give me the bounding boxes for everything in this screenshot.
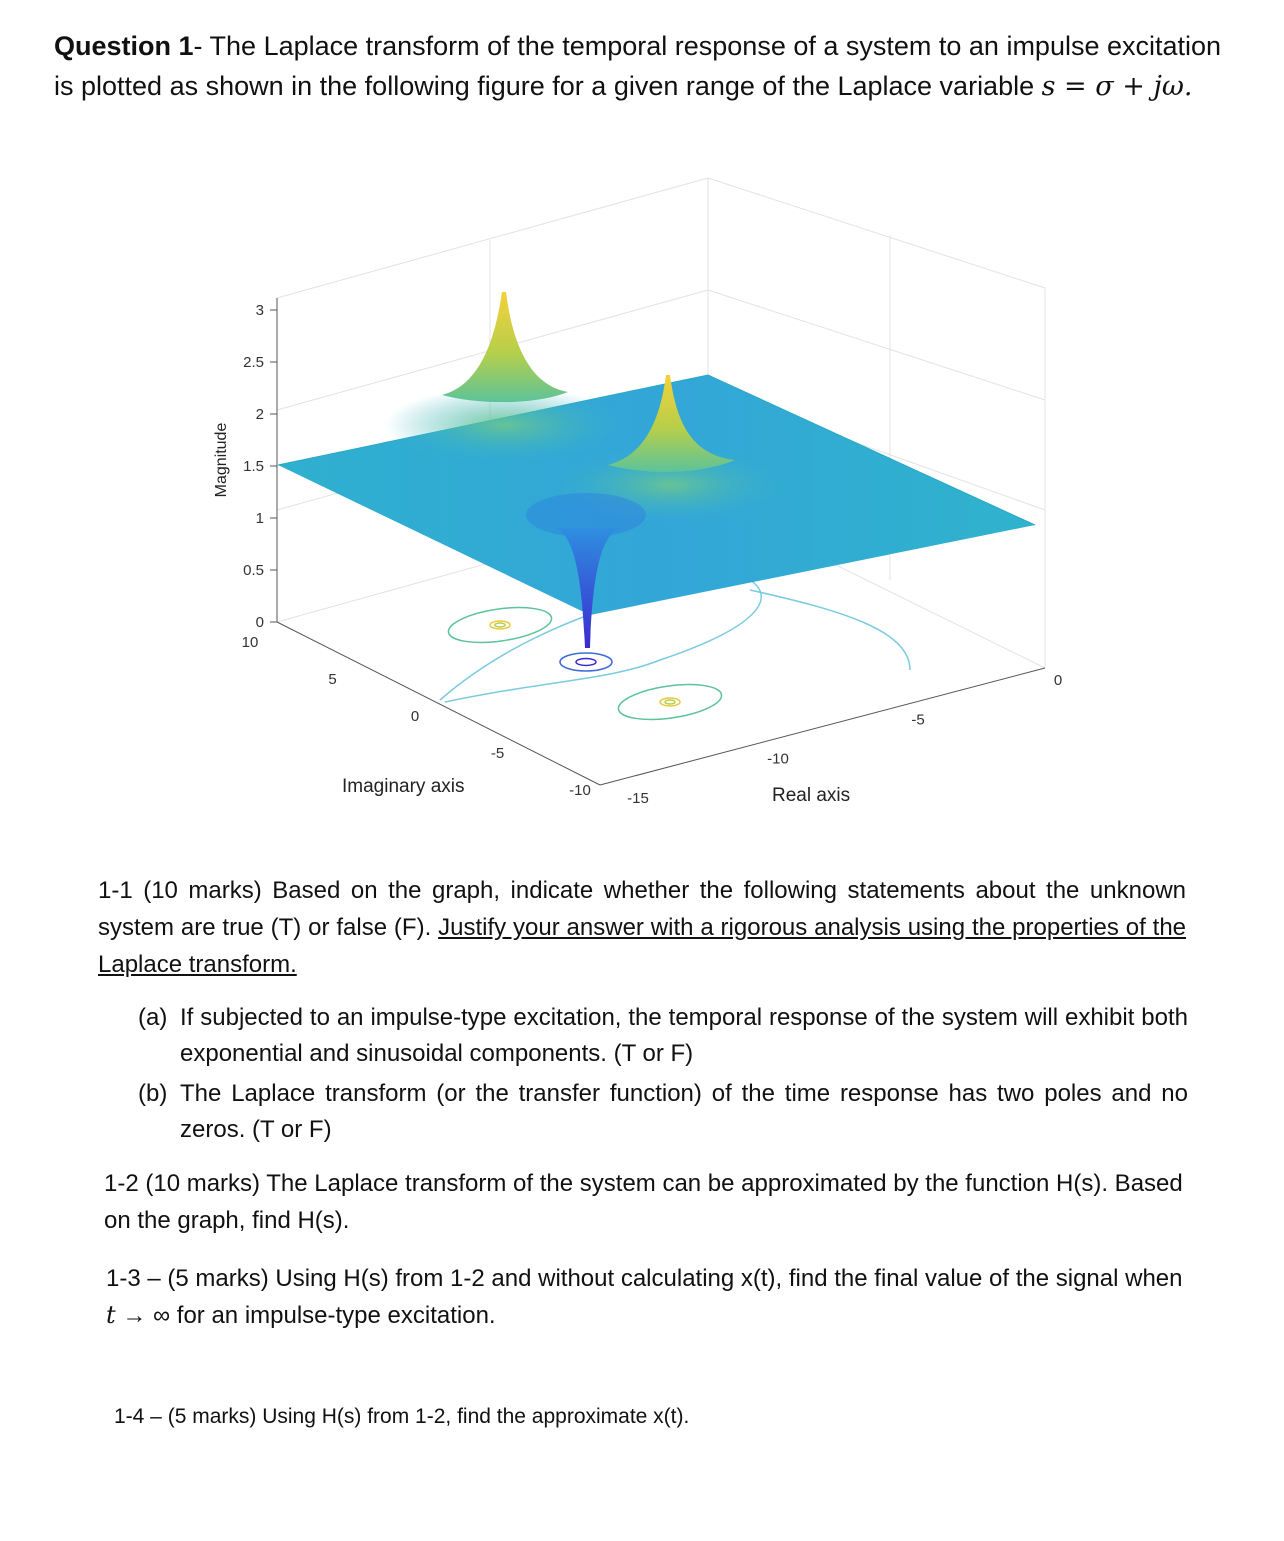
statement-b	[138, 1076, 1188, 1148]
real-tick-label: -15	[627, 790, 649, 807]
part-1-1	[98, 872, 1186, 983]
z-axis-label: Magnitude	[213, 422, 230, 498]
real-axis-label: Real axis	[772, 785, 851, 806]
question-heading	[54, 26, 1244, 107]
z-tick-label: 1	[255, 510, 264, 527]
imag-tick-label: 0	[410, 708, 420, 725]
statement-list	[138, 1000, 1188, 1152]
imag-tick-label: 10	[241, 634, 259, 651]
contour-projection	[440, 580, 910, 725]
z-tick-label: 0	[255, 614, 264, 631]
z-tick-label: 2	[255, 406, 264, 423]
real-tick-label: 0	[1053, 672, 1063, 689]
z-tick-label: 1.5	[243, 458, 264, 475]
laplace-variable-formula: s = σ + jω.	[1041, 71, 1193, 102]
question-text: - The Laplace transform of the temporal response of a system to an impulse excitation is plotted as shown in the following figure for a given range of the Laplace variable	[54, 31, 1222, 101]
statement-a	[138, 1000, 1188, 1072]
imag-tick-label: 5	[328, 671, 337, 688]
part-1-4: 1-4 – (5 marks) Using H(s) from 1-2, find the approximate x(t).	[114, 1405, 690, 1428]
limit-arrow: → ∞	[115, 1302, 171, 1329]
statement-text: If subjected to an impulse-type excitation, the temporal response of the system will exhibit both exponential and sinusoidal components. (T or F)	[180, 1004, 1188, 1067]
imag-axis-ticks	[242, 634, 591, 799]
surface-peak-upper	[442, 292, 568, 402]
imag-axis-label: Imaginary axis	[342, 776, 465, 797]
question-label: Question 1	[54, 31, 194, 61]
real-tick-label: -5	[911, 711, 925, 729]
real-tick-label: -10	[767, 750, 789, 768]
part-1-3-text: 1-3 – (5 marks) Using H(s) from 1-2 and without calculating x(t), find the final value of the signal when	[106, 1265, 1183, 1292]
imag-tick-label: -5	[490, 745, 505, 762]
surface	[278, 375, 1035, 615]
statement-label: (b)	[138, 1080, 168, 1107]
statement-text: The Laplace transform (or the transfer function) of the time response has two poles and no zeros. (T or F)	[180, 1080, 1188, 1143]
laplace-surface-plot	[190, 160, 1070, 840]
part-1-1-instruction: Justify your answer with a rigorous analysis using the properties of the Laplace transform.	[98, 914, 1187, 978]
part-1-1-intro: 1-1 (10 marks) Based on the graph, indicate whether the following statements about the unknown system are true (T) or false (F).	[98, 877, 1186, 941]
z-axis-ticks	[243, 302, 277, 631]
z-tick-label: 0.5	[243, 562, 264, 579]
z-tick-label: 3	[255, 302, 264, 319]
statement-label: (a)	[138, 1004, 168, 1031]
z-tick-label: 2.5	[243, 354, 264, 371]
imag-tick-label: -10	[569, 782, 591, 799]
part-1-2: 1-2 (10 marks) The Laplace transform of the system can be approximated by the function H(s). Based on the graph, find H(s).	[104, 1170, 1183, 1234]
part-1-3-end: for an impulse-type excitation.	[170, 1302, 496, 1329]
variable-t: t	[106, 1301, 116, 1329]
part-1-3	[106, 1260, 1186, 1334]
